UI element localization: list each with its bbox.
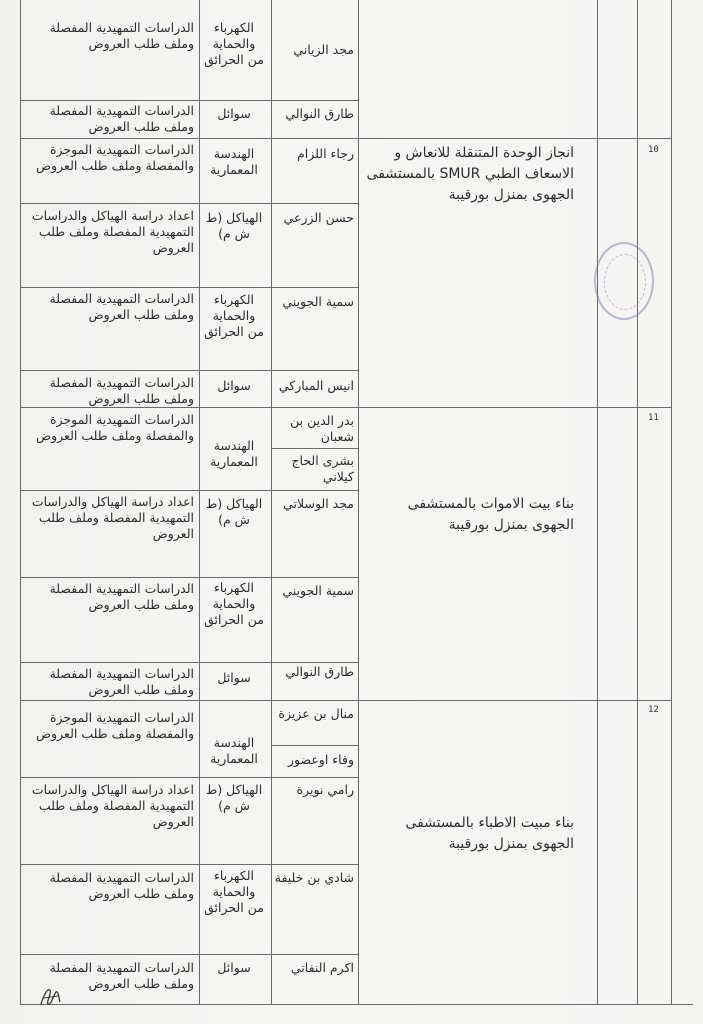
name-cell: سمية الجويني bbox=[282, 294, 354, 309]
task-cell: الدراسات التمهيدية الموجزة والمفصلة وملف طلب العروض bbox=[36, 412, 194, 443]
project-title: بناء مبيت الاطباء بالمستشفى الجهوى بمنزل بورقيبة bbox=[405, 815, 574, 852]
col-divider-name bbox=[358, 0, 359, 1004]
group-line bbox=[21, 700, 671, 701]
row-number: 10 bbox=[648, 145, 659, 155]
name-cell: وفاء اوعضور bbox=[288, 752, 354, 767]
col-divider-task bbox=[199, 0, 200, 1004]
row-line bbox=[21, 203, 358, 204]
row-line bbox=[21, 100, 358, 101]
name-cell: رامي نويرة bbox=[296, 782, 354, 797]
specialty-cell: سوائل bbox=[217, 960, 251, 975]
row-line bbox=[271, 745, 358, 746]
name-cell: منال بن عزيزة bbox=[278, 706, 354, 721]
col-divider-extra bbox=[671, 0, 672, 1004]
specialty-cell: الكهرباء والحماية من الحرائق bbox=[204, 292, 264, 339]
row-line bbox=[21, 777, 358, 778]
row-line bbox=[271, 448, 358, 449]
name-cell: طارق النوالي bbox=[285, 664, 354, 679]
task-cell: الدراسات التمهيدية المفصلة وملف طلب العروض bbox=[49, 291, 194, 322]
col-divider-number bbox=[637, 0, 638, 1004]
specialty-cell: الهياكل (ط ش م) bbox=[205, 782, 263, 813]
row-number: 12 bbox=[648, 705, 659, 715]
task-cell: الدراسات التمهيدية المفصلة وملف طلب العروض bbox=[49, 20, 194, 51]
name-cell: طارق النوالي bbox=[285, 106, 354, 121]
task-cell: اعداد دراسة الهياكل والدراسات التمهيدية المفصلة وملف طلب العروض bbox=[31, 782, 194, 829]
specialty-cell: الكهرباء والحماية من الحرائق bbox=[204, 868, 264, 915]
name-cell: بشرى الحاج كيلاني bbox=[291, 453, 354, 484]
name-cell: رجاء اللزام bbox=[297, 146, 354, 161]
name-cell: شادي بن خليفة bbox=[274, 870, 354, 885]
specialty-cell: الهندسة المعمارية bbox=[210, 146, 258, 177]
name-cell: مجد الزياني bbox=[293, 42, 354, 57]
signature-mark bbox=[38, 984, 64, 1010]
specialty-cell: الهياكل (ط ش م) bbox=[205, 496, 263, 527]
specialty-cell: سوائل bbox=[217, 106, 251, 121]
task-cell: الدراسات التمهيدية المفصلة وملف طلب العروض bbox=[49, 960, 194, 991]
task-cell: اعداد دراسة الهياكل والدراسات التمهيدية المفصلة وملف طلب العروض bbox=[31, 208, 194, 255]
project-title: بناء بيت الاموات بالمستشفى الجهوى بمنزل بورقيبة bbox=[407, 496, 574, 533]
task-cell: الدراسات التمهيدية الموجزة والمفصلة وملف طلب العروض bbox=[36, 710, 194, 741]
name-cell: اكرم النفاتي bbox=[290, 960, 354, 975]
col-divider-project bbox=[597, 0, 598, 1004]
official-stamp bbox=[594, 242, 654, 320]
col-divider-specialty bbox=[271, 0, 272, 1004]
group-line bbox=[21, 407, 671, 408]
specialty-cell: الهندسة المعمارية bbox=[210, 735, 258, 766]
name-cell: مجد الوسلاتي bbox=[283, 496, 354, 511]
row-line bbox=[21, 287, 358, 288]
name-cell: حسن الزرعي bbox=[283, 210, 354, 225]
specialty-cell: سوائل bbox=[217, 670, 251, 685]
name-cell: سمية الجويني bbox=[282, 583, 354, 598]
row-line bbox=[21, 954, 358, 955]
stamp-inner-ring bbox=[604, 254, 646, 310]
task-cell: اعداد دراسة الهياكل والدراسات التمهيدية المفصلة وملف طلب العروض bbox=[31, 494, 194, 541]
specialty-cell: سوائل bbox=[217, 378, 251, 393]
row-line bbox=[21, 490, 358, 491]
specialty-cell: الكهرباء والحماية من الحرائق bbox=[204, 20, 264, 67]
specialty-cell: الهياكل (ط ش م) bbox=[205, 210, 263, 241]
task-cell: الدراسات التمهيدية المفصلة وملف طلب العروض bbox=[49, 103, 194, 134]
row-line bbox=[21, 577, 358, 578]
row-line bbox=[21, 864, 358, 865]
name-cell: انيس المباركي bbox=[278, 378, 354, 393]
task-cell: الدراسات التمهيدية المفصلة وملف طلب العروض bbox=[49, 581, 194, 612]
specialty-cell: الكهرباء والحماية من الحرائق bbox=[204, 580, 264, 627]
row-number: 11 bbox=[648, 413, 659, 423]
project-title: انجاز الوحدة المتنقلة للانعاش و الاسعاف الطبي SMUR بالمستشفى الجهوى بمنزل بورقيبة bbox=[366, 145, 574, 203]
task-cell: الدراسات التمهيدية المفصلة وملف طلب العروض bbox=[49, 375, 194, 406]
row-line bbox=[21, 370, 358, 371]
task-cell: الدراسات التمهيدية المفصلة وملف طلب العروض bbox=[49, 666, 194, 697]
task-cell: الدراسات التمهيدية المفصلة وملف طلب العروض bbox=[49, 870, 194, 901]
group-line bbox=[21, 138, 671, 139]
name-cell: بدر الدين بن شعبان bbox=[290, 413, 354, 444]
specialty-cell: الهندسة المعمارية bbox=[210, 438, 258, 469]
task-cell: الدراسات التمهيدية الموجزة والمفصلة وملف طلب العروض bbox=[36, 142, 194, 173]
row-line bbox=[21, 662, 358, 663]
